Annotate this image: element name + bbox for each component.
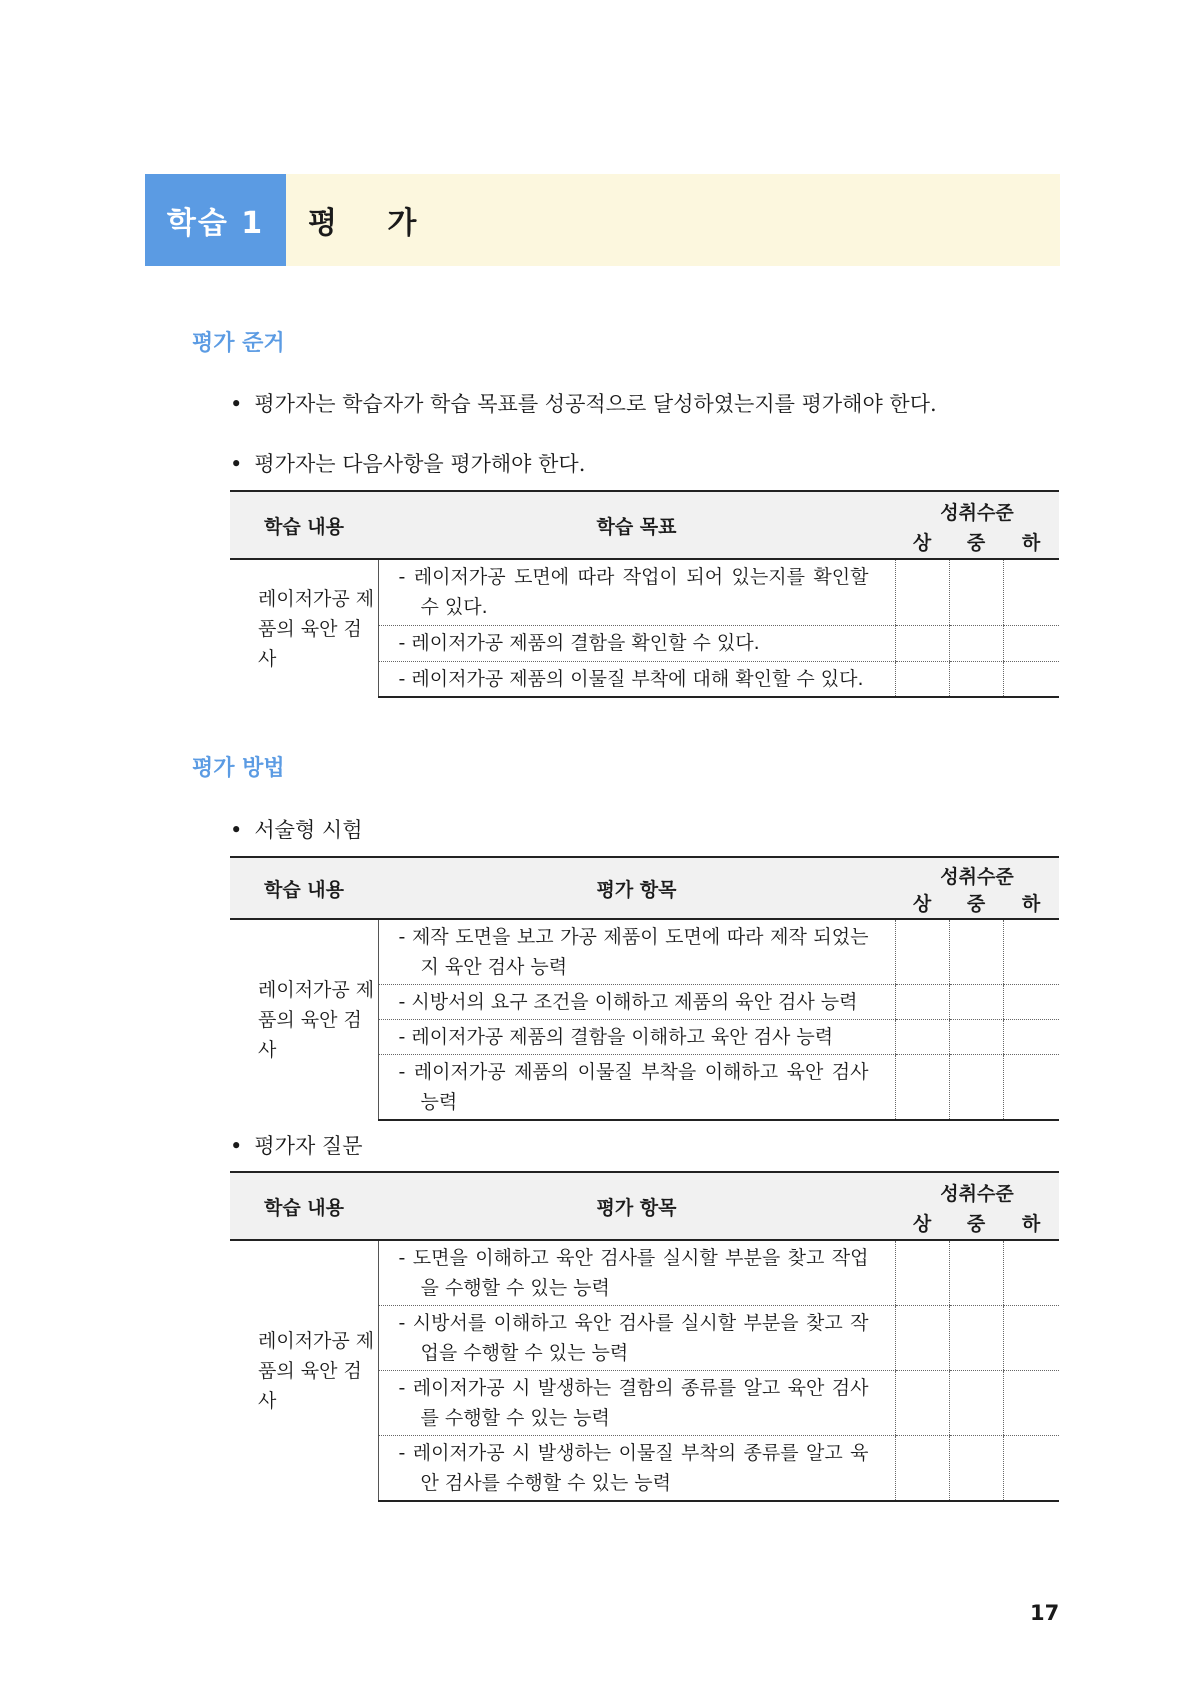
item-cell: - 레이저가공 제품의 이물질 부착을 이해하고 육안 검사 능력 [378, 1055, 895, 1121]
item-cell: - 제작 도면을 보고 가공 제품이 도면에 따라 제작 되었는지 육안 검사 능력 [378, 919, 895, 985]
question-table [230, 1171, 1059, 1502]
question-bullet: • 평가자 질문 [230, 1130, 363, 1160]
score-cell-mid[interactable] [949, 625, 1003, 661]
score-cell-high[interactable] [895, 625, 949, 661]
item-cell: - 도면을 이해하고 육안 검사를 실시할 부분을 찾고 작업을 수행할 수 있는 능력 [378, 1240, 895, 1306]
item-cell: - 시방서를 이해하고 육안 검사를 실시할 부분을 찾고 작업을 수행할 수 있는 능력 [378, 1306, 895, 1371]
col-header-level: 성취수준 [895, 857, 1059, 889]
criteria-bullet-2: • 평가자는 다음사항을 평가해야 한다. [230, 448, 585, 478]
level-high: 상 [895, 889, 949, 919]
score-cell-mid[interactable] [949, 1240, 1003, 1306]
col-header-item: 평가 항목 [378, 1172, 895, 1240]
table-row [230, 559, 1059, 625]
item-cell: - 시방서의 요구 조건을 이해하고 제품의 육안 검사 능력 [378, 985, 895, 1020]
score-cell-high[interactable] [895, 1020, 949, 1055]
section-label: 학습 1 [145, 174, 286, 266]
content-cell: 레이저가공 제품의 육안 검사 [230, 919, 378, 1120]
col-header-item: 평가 항목 [378, 857, 895, 919]
methods-heading: 평가 방법 [192, 756, 285, 781]
score-cell-mid[interactable] [949, 919, 1003, 985]
item-cell: - 레이저가공 도면에 따라 작업이 되어 있는지를 확인할 수 있다. [378, 559, 895, 625]
criteria-heading: 평가 준거 [192, 331, 285, 356]
col-header-content: 학습 내용 [230, 1172, 378, 1240]
item-cell: - 레이저가공 시 발생하는 결함의 종류를 알고 육안 검사를 수행할 수 있는 능력 [378, 1371, 895, 1436]
score-cell-high[interactable] [895, 1436, 949, 1502]
col-header-item: 학습 목표 [378, 491, 895, 559]
score-cell-low[interactable] [1003, 1055, 1059, 1121]
item-cell: - 레이저가공 제품의 이물질 부착에 대해 확인할 수 있다. [378, 661, 895, 697]
table-row [230, 1240, 1059, 1306]
content-cell: 레이저가공 제품의 육안 검사 [230, 1240, 378, 1501]
score-cell-low[interactable] [1003, 1371, 1059, 1436]
written-exam-bullet: • 서술형 시험 [230, 814, 363, 844]
page-title: 평 가 [286, 174, 1060, 266]
score-cell-high[interactable] [895, 1371, 949, 1436]
col-header-content: 학습 내용 [230, 491, 378, 559]
score-cell-high[interactable] [895, 1240, 949, 1306]
col-header-content: 학습 내용 [230, 857, 378, 919]
item-cell: - 레이저가공 제품의 결함을 확인할 수 있다. [378, 625, 895, 661]
score-cell-low[interactable] [1003, 1306, 1059, 1371]
level-mid: 중 [949, 1207, 1003, 1240]
score-cell-high[interactable] [895, 919, 949, 985]
level-high: 상 [895, 526, 949, 559]
level-low: 하 [1003, 889, 1059, 919]
score-cell-high[interactable] [895, 985, 949, 1020]
written-exam-table [230, 856, 1059, 1121]
score-cell-low[interactable] [1003, 1020, 1059, 1055]
level-high: 상 [895, 1207, 949, 1240]
score-cell-mid[interactable] [949, 1371, 1003, 1436]
score-cell-mid[interactable] [949, 1306, 1003, 1371]
score-cell-mid[interactable] [949, 661, 1003, 697]
score-cell-low[interactable] [1003, 661, 1059, 697]
score-cell-mid[interactable] [949, 985, 1003, 1020]
level-low: 하 [1003, 1207, 1059, 1240]
score-cell-low[interactable] [1003, 985, 1059, 1020]
score-cell-high[interactable] [895, 559, 949, 625]
page-number: 17 [1030, 1601, 1060, 1625]
score-cell-low[interactable] [1003, 919, 1059, 985]
score-cell-mid[interactable] [949, 1020, 1003, 1055]
col-header-level: 성취수준 [895, 491, 1059, 526]
score-cell-high[interactable] [895, 1306, 949, 1371]
section-header [145, 174, 1060, 266]
score-cell-low[interactable] [1003, 1436, 1059, 1502]
score-cell-mid[interactable] [949, 1055, 1003, 1121]
score-cell-high[interactable] [895, 661, 949, 697]
content-cell: 레이저가공 제품의 육안 검사 [230, 559, 378, 697]
score-cell-mid[interactable] [949, 559, 1003, 625]
criteria-bullet-1: • 평가자는 학습자가 학습 목표를 성공적으로 달성하였는지를 평가해야 한다. [230, 388, 937, 418]
item-cell: - 레이저가공 시 발생하는 이물질 부착의 종류를 알고 육안 검사를 수행할 수 있는 능력 [378, 1436, 895, 1502]
item-cell: - 레이저가공 제품의 결함을 이해하고 육안 검사 능력 [378, 1020, 895, 1055]
level-low: 하 [1003, 526, 1059, 559]
score-cell-low[interactable] [1003, 625, 1059, 661]
level-mid: 중 [949, 526, 1003, 559]
table-row [230, 919, 1059, 985]
score-cell-low[interactable] [1003, 559, 1059, 625]
score-cell-high[interactable] [895, 1055, 949, 1121]
score-cell-low[interactable] [1003, 1240, 1059, 1306]
criteria-table [230, 490, 1059, 698]
col-header-level: 성취수준 [895, 1172, 1059, 1207]
score-cell-mid[interactable] [949, 1436, 1003, 1502]
level-mid: 중 [949, 889, 1003, 919]
